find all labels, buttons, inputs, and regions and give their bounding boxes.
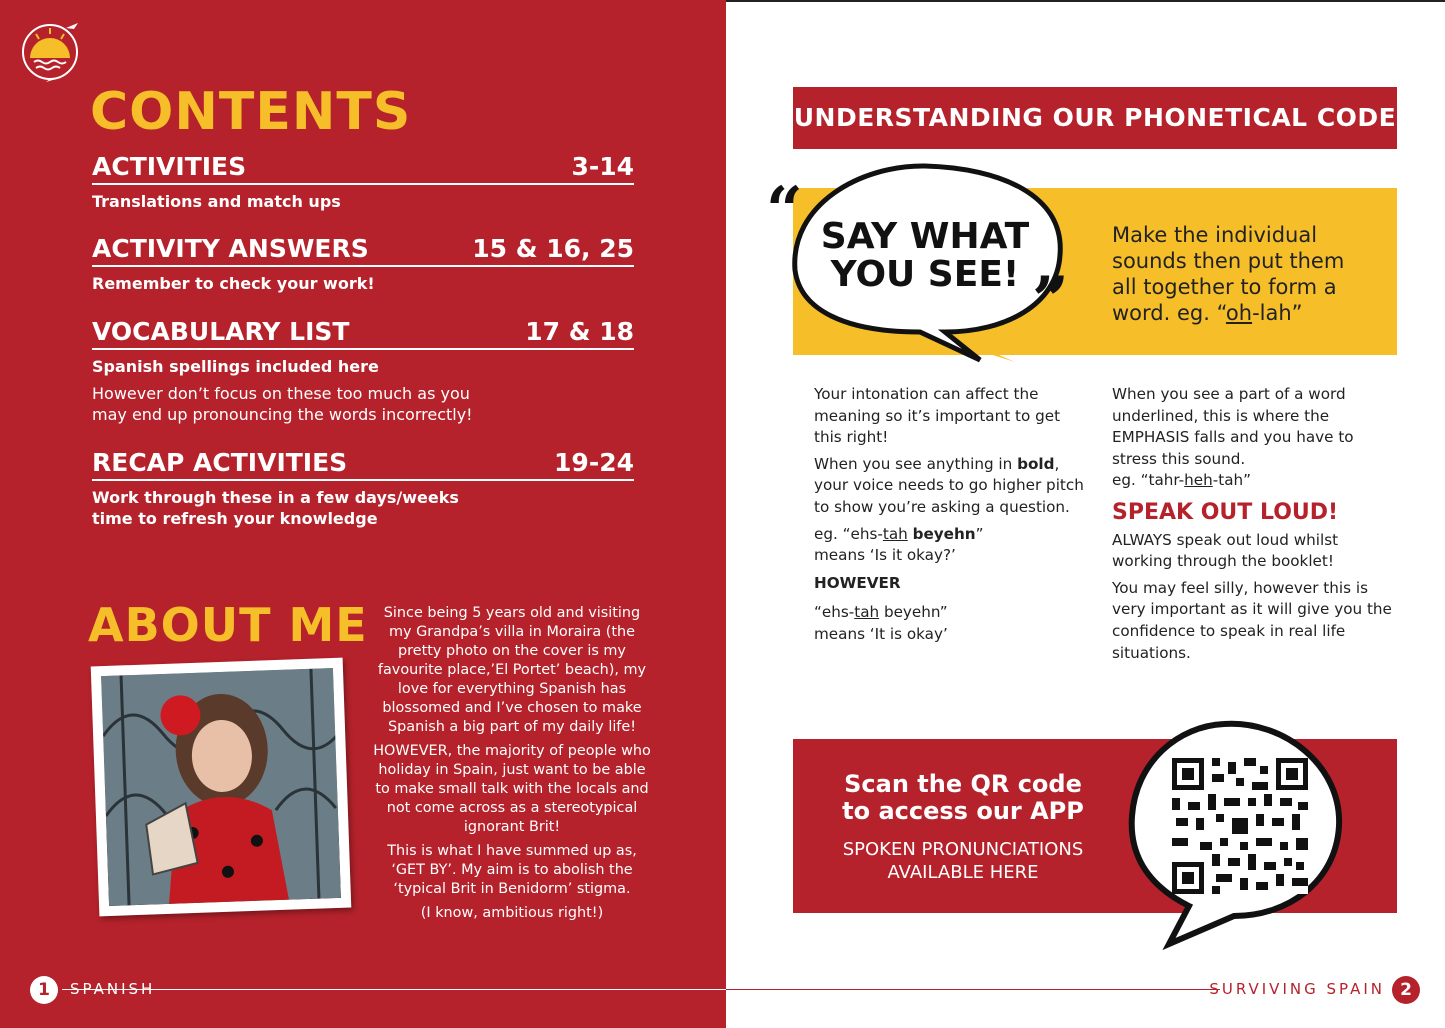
example-meaning: means ‘It is okay’: [814, 624, 948, 643]
example-statement: [814, 602, 1084, 645]
page-number-left: 1: [30, 976, 58, 1004]
toc-pages: 17 & 18: [525, 317, 634, 346]
contents-title: CONTENTS: [90, 82, 412, 142]
toc-item-activities: [92, 152, 634, 212]
example-bold: beyehn: [912, 524, 976, 543]
example-part: ”: [975, 524, 984, 543]
page-top-border: [726, 0, 1445, 2]
intonation-text: Your intonation can affect the meaning so it’s important to get this right!: [814, 385, 1061, 447]
bold-word: bold: [1017, 454, 1055, 473]
toc-desc: Spanish spellings included here: [92, 357, 379, 376]
example-part: eg. “ehs-: [814, 524, 883, 543]
toc-item-vocabulary-list: [92, 317, 634, 425]
about-paragraph: Since being 5 years old and visiting my Grandpa’s villa in Moraira (the pretty photo on the cover is my favourite place,’El Portet’ beach), my love for everything Spanish has blossomed and I’ve chosen to make Spanish a big part of my daily life!: [377, 605, 647, 735]
example-underlined: tah: [854, 603, 880, 622]
open-quote-icon: “: [766, 173, 803, 248]
toc-item-activity-answers: [92, 234, 634, 294]
toc-label: ACTIVITY ANSWERS: [92, 234, 369, 263]
example-part: -tah”: [1212, 471, 1252, 490]
toc-label: RECAP ACTIVITIES: [92, 448, 348, 477]
emphasis-rule: When you see a part of a word underlined, this is where the EMPHASIS falls and you have to stress this sound.: [1112, 385, 1354, 468]
toc-desc: Remember to check your work!: [92, 274, 375, 293]
page-number-right: 2: [1392, 976, 1420, 1004]
qr-title: [818, 771, 1108, 825]
footer-divider-left: [62, 989, 726, 990]
example-question: [814, 524, 1084, 567]
bold-rule-text: [814, 454, 1084, 519]
however-heading: HOWEVER: [814, 573, 901, 592]
toc-desc: Translations and match ups: [92, 192, 341, 211]
confidence-text: You may feel silly, however this is very important as it will give you the confidence to speak in real life situations.: [1112, 578, 1392, 662]
qr-subtitle: [818, 838, 1108, 884]
about-paragraph: (I know, ambitious right!): [420, 905, 604, 921]
footer-divider-right: [726, 989, 1220, 990]
say-line-1: SAY WHAT: [820, 216, 1030, 257]
intonation-column: [814, 384, 1084, 651]
about-paragraph: This is what I have summed up as, ‘GET BY’. My aim is to abolish the ‘typical Brit in Benidorm’ stigma.: [387, 843, 637, 897]
footer-label-right: SURVIVING SPAIN: [1209, 980, 1385, 998]
speak-out-loud-heading: SPEAK OUT LOUD!: [1112, 499, 1339, 525]
toc-desc: Work through these in a few days/weeks time to refresh your knowledge: [92, 488, 459, 528]
toc-label: ACTIVITIES: [92, 152, 247, 181]
say-line-2: YOU SEE!: [830, 254, 1020, 295]
toc-pages: 19-24: [554, 448, 634, 477]
about-text: [372, 604, 652, 928]
qr-code-icon[interactable]: [1172, 758, 1308, 894]
about-paragraph: HOWEVER, the majority of people who holiday in Spain, just want to be able to make small talk with the locals and not come across as a stereotypical ignorant Brit!: [373, 743, 651, 835]
yellow-text-underlined: oh: [1225, 301, 1253, 325]
bold-rule-pre: When you see anything in: [814, 454, 1018, 473]
bold-rule-post: , your voice needs to go higher pitch to show you’re asking a question.: [814, 454, 1084, 516]
emphasis-column: [1112, 384, 1392, 669]
yellow-instruction: [1112, 222, 1372, 326]
qr-title-line-1: Scan the QR code: [844, 770, 1082, 798]
toc-note: However don’t focus on these too much as you may end up pronouncing the words incorrectly!: [92, 384, 473, 424]
qr-sub-line-2: AVAILABLE HERE: [887, 862, 1039, 883]
toc-pages: 15 & 16, 25: [472, 234, 634, 263]
yellow-text-post: -lah”: [1252, 301, 1303, 325]
say-what-heading: [800, 218, 1050, 294]
example-part: eg. “tahr-: [1112, 471, 1185, 490]
toc-item-recap-activities: [92, 448, 634, 529]
example-underlined: heh: [1184, 471, 1213, 490]
phonetic-banner: UNDERSTANDING OUR PHONETICAL CODE: [793, 87, 1397, 149]
author-photo: [91, 658, 352, 917]
example-underlined: tah: [882, 524, 908, 543]
about-title: ABOUT ME: [88, 598, 368, 652]
qr-title-line-2: to access our APP: [842, 797, 1084, 825]
sunset-sea-plane-logo-icon: [20, 18, 84, 82]
yellow-text-pre: Make the individual sounds then put them all together to form a word. eg. “: [1112, 223, 1345, 325]
example-part: beyehn”: [879, 603, 948, 622]
girl-flamenco-photo-icon: [101, 668, 341, 906]
close-quote-icon: ”: [1032, 263, 1069, 338]
example-meaning: means ‘Is it okay?’: [814, 546, 956, 565]
example-part: “ehs-: [814, 603, 855, 622]
footer-label-left: SPANISH: [70, 980, 156, 998]
speak-text: ALWAYS speak out loud whilst working through the booklet!: [1112, 530, 1339, 571]
emphasis-text: [1112, 384, 1392, 492]
qr-sub-line-1: SPOKEN PRONUNCIATIONS: [842, 839, 1084, 860]
qr-code-bubble[interactable]: [1124, 716, 1364, 951]
toc-label: VOCABULARY LIST: [92, 317, 350, 346]
toc-pages: 3-14: [571, 152, 634, 181]
